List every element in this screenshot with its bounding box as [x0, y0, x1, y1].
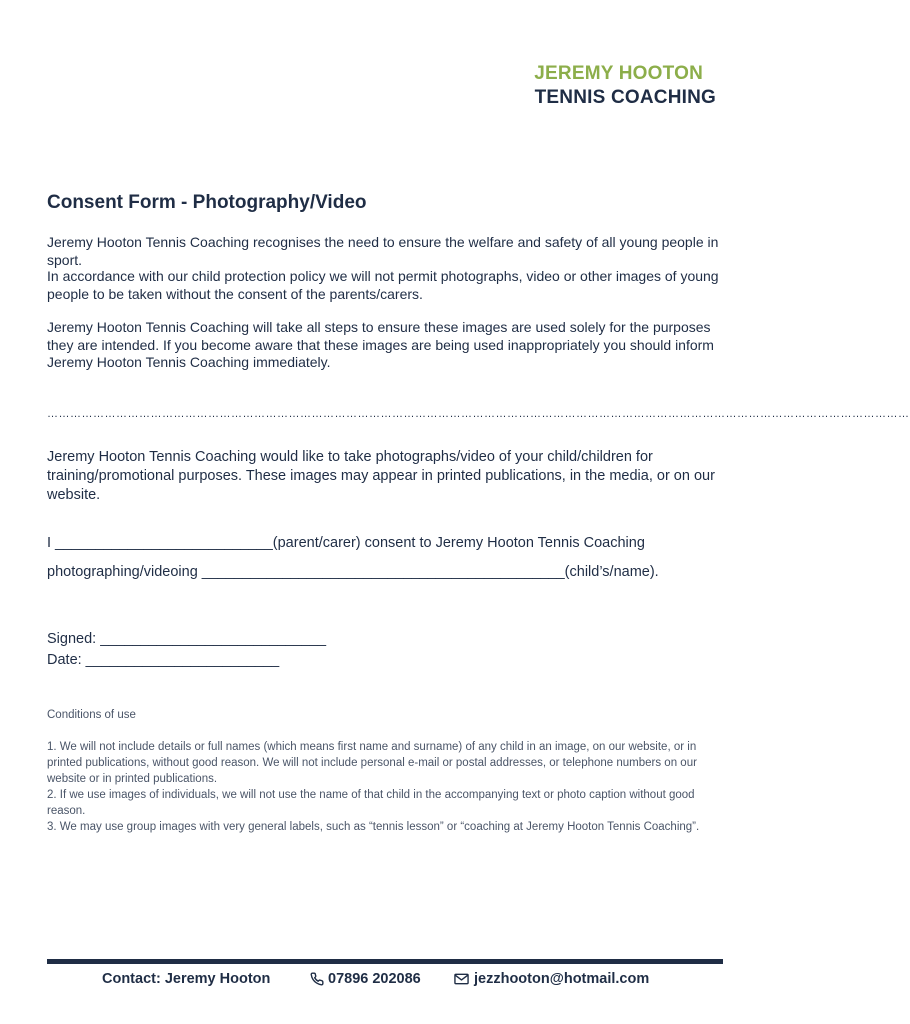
- brand-subtitle: TENNIS COACHING: [534, 87, 716, 108]
- signature-line: Signed: ____________________________: [47, 631, 327, 647]
- date-line: Date: ________________________: [47, 652, 280, 668]
- email-address[interactable]: jezzhooton@hotmail.com: [474, 971, 650, 987]
- consent-child-line: photographing/videoing _____________________________________________(child’s/name).: [47, 564, 659, 580]
- intro-paragraph: Jeremy Hooton Tennis Coaching recognises the need to ensure the welfare and safety of all young people in sport.: [47, 234, 719, 268]
- phone-icon: [310, 972, 324, 986]
- footer-contact: Contact: Jeremy Hooton: [102, 971, 271, 987]
- brand-logo: [534, 62, 716, 111]
- condition-item: 2. If we use images of individuals, we will not use the name of that child in the accompanying text or photo caption without good reason.: [47, 789, 695, 817]
- brand-name: JEREMY HOOTON: [534, 63, 703, 84]
- condition-item: 3. We may use group images with very general labels, such as “tennis lesson” or “coaching at Jeremy Hooton Tennis Coaching”.: [47, 821, 700, 833]
- envelope-icon: [454, 973, 469, 985]
- usage-paragraph: Jeremy Hooton Tennis Coaching will take all steps to ensure these images are used solely for the purposes they are intended. If you become aware that these images are being used inappropriately you should inform Jeremy Hooton Tennis Coaching immediately.: [47, 319, 714, 370]
- footer-email: [454, 971, 649, 987]
- footer-divider: [47, 959, 723, 964]
- policy-paragraph: In accordance with our child protection policy we will not permit photographs, video or other images of young people to be taken without the consent of the parents/carers.: [47, 268, 719, 302]
- footer-phone: [310, 971, 421, 987]
- condition-item: 1. We will not include details or full names (which means first name and surname) of any child in an image, on our website, or in printed publications, without good reason. We will not include personal e-mail or postal addresses, or telephone numbers on our website or in printed publications.: [47, 741, 697, 785]
- form-title: Consent Form - Photography/Video: [47, 192, 367, 213]
- phone-number[interactable]: 07896 202086: [328, 971, 421, 987]
- request-paragraph: Jeremy Hooton Tennis Coaching would like to take photographs/video of your child/children for training/promotional purposes. These images may appear in printed publications, in the media, or on our website.: [47, 449, 715, 503]
- dotted-divider: ………………………………………………………………………………………………………………………………………………………………………………………………………: [47, 408, 910, 420]
- conditions-title: Conditions of use: [47, 709, 136, 721]
- consent-parent-line: I ___________________________(parent/carer) consent to Jeremy Hooton Tennis Coaching: [47, 535, 645, 551]
